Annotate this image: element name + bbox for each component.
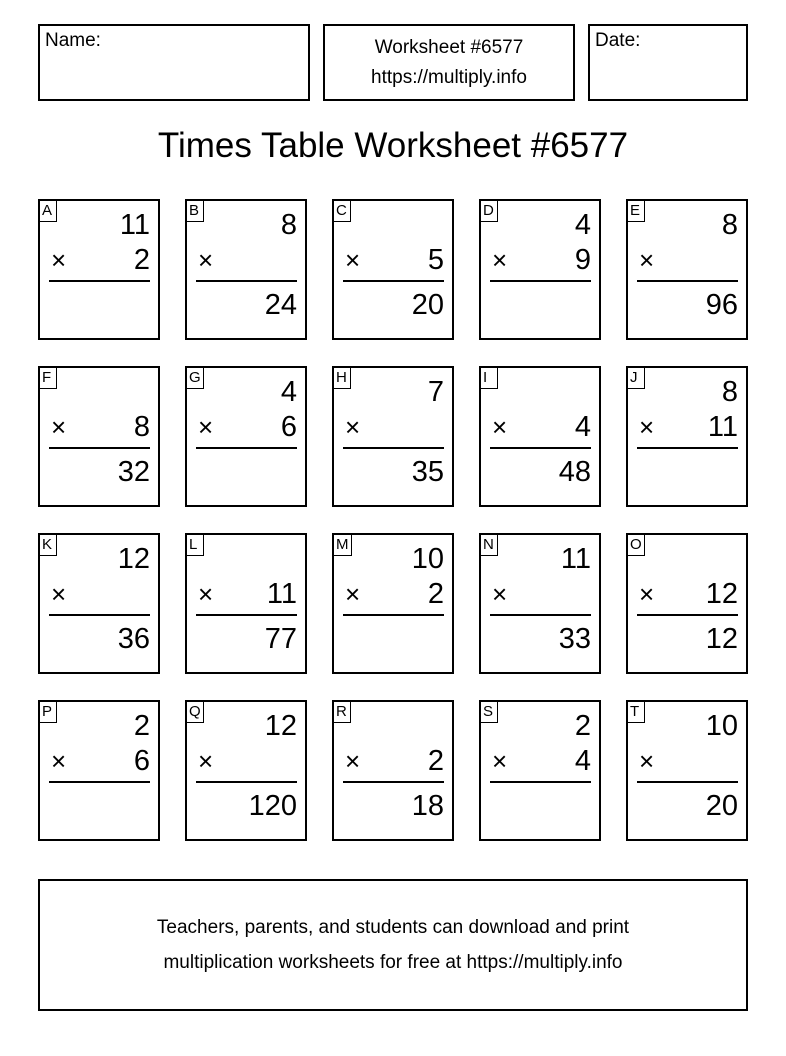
footer-line-1: Teachers, parents, and students can download and print bbox=[156, 917, 630, 938]
problem-label: P bbox=[40, 702, 57, 723]
product: 48 bbox=[558, 456, 591, 488]
problem-box-p bbox=[38, 700, 160, 841]
product: 12 bbox=[705, 623, 738, 655]
product: 32 bbox=[117, 456, 150, 488]
answer-rule bbox=[343, 280, 444, 282]
product: 120 bbox=[248, 790, 297, 822]
times-symbol: × bbox=[639, 412, 655, 442]
multiplicand: 2 bbox=[133, 710, 150, 742]
multiplicand: 4 bbox=[574, 209, 591, 241]
problem-box-e bbox=[626, 199, 748, 340]
times-symbol: × bbox=[639, 579, 655, 609]
multiplier: 6 bbox=[280, 411, 297, 443]
multiplier: 4 bbox=[574, 745, 591, 777]
multiplicand: 8 bbox=[721, 376, 738, 408]
multiplier: 11 bbox=[707, 411, 738, 443]
problem-label: H bbox=[334, 368, 351, 389]
problem-label: O bbox=[628, 535, 645, 556]
multiplier: 2 bbox=[427, 578, 444, 610]
date-field-box bbox=[588, 24, 748, 101]
answer-rule bbox=[196, 280, 297, 282]
multiplicand: 4 bbox=[280, 376, 297, 408]
problem-label: R bbox=[334, 702, 351, 723]
problem-label: E bbox=[628, 201, 645, 222]
problem-label: J bbox=[628, 368, 645, 389]
date-label: Date: bbox=[595, 30, 641, 51]
answer-rule bbox=[343, 447, 444, 449]
answer-rule bbox=[49, 447, 150, 449]
problem-label: C bbox=[334, 201, 351, 222]
times-symbol: × bbox=[492, 245, 508, 275]
times-symbol: × bbox=[198, 412, 214, 442]
answer-rule bbox=[490, 614, 591, 616]
footer-line-2: multiplication worksheets for free at https://multiply.info bbox=[163, 952, 623, 973]
problem-box-f bbox=[38, 366, 160, 507]
problem-box-a bbox=[38, 199, 160, 340]
product: 24 bbox=[264, 289, 297, 321]
answer-rule bbox=[490, 280, 591, 282]
multiplicand: 8 bbox=[280, 209, 297, 241]
problem-box-l bbox=[185, 533, 307, 674]
multiplicand: 10 bbox=[411, 543, 444, 575]
times-symbol: × bbox=[51, 245, 67, 275]
answer-rule bbox=[196, 447, 297, 449]
times-symbol: × bbox=[345, 579, 361, 609]
problem-label: K bbox=[40, 535, 57, 556]
problem-label: I bbox=[481, 368, 498, 389]
problem-label: G bbox=[187, 368, 204, 389]
footer-box bbox=[38, 879, 748, 1011]
name-field-box bbox=[38, 24, 310, 101]
multiplier: 6 bbox=[133, 745, 150, 777]
answer-rule bbox=[637, 280, 738, 282]
product: 20 bbox=[705, 790, 738, 822]
times-symbol: × bbox=[198, 579, 214, 609]
problem-box-c bbox=[332, 199, 454, 340]
problem-box-h bbox=[332, 366, 454, 507]
product: 77 bbox=[264, 623, 297, 655]
answer-rule bbox=[343, 614, 444, 616]
worksheet-url: https://multiply.info bbox=[371, 67, 527, 88]
problem-box-r bbox=[332, 700, 454, 841]
page-title: Times Table Worksheet #6577 bbox=[157, 126, 629, 165]
answer-rule bbox=[490, 781, 591, 783]
problem-box-o bbox=[626, 533, 748, 674]
answer-rule bbox=[637, 614, 738, 616]
multiplicand: 8 bbox=[721, 209, 738, 241]
problem-label: N bbox=[481, 535, 498, 556]
answer-rule bbox=[637, 781, 738, 783]
problem-box-k bbox=[38, 533, 160, 674]
times-symbol: × bbox=[639, 245, 655, 275]
multiplier: 12 bbox=[705, 578, 738, 610]
times-symbol: × bbox=[492, 579, 508, 609]
times-symbol: × bbox=[345, 412, 361, 442]
problem-label: Q bbox=[187, 702, 204, 723]
problem-box-s bbox=[479, 700, 601, 841]
problem-label: A bbox=[40, 201, 57, 222]
problem-box-t bbox=[626, 700, 748, 841]
product: 35 bbox=[411, 456, 444, 488]
times-symbol: × bbox=[345, 245, 361, 275]
problem-label: F bbox=[40, 368, 57, 389]
times-symbol: × bbox=[492, 746, 508, 776]
multiplicand: 7 bbox=[427, 376, 444, 408]
times-symbol: × bbox=[51, 746, 67, 776]
multiplier: 9 bbox=[574, 244, 591, 276]
problem-box-q bbox=[185, 700, 307, 841]
multiplicand: 10 bbox=[705, 710, 738, 742]
problem-label: M bbox=[334, 535, 352, 556]
multiplicand: 12 bbox=[117, 543, 150, 575]
multiplier: 11 bbox=[266, 578, 297, 610]
times-symbol: × bbox=[345, 746, 361, 776]
times-symbol: × bbox=[51, 412, 67, 442]
product: 36 bbox=[117, 623, 150, 655]
product: 96 bbox=[705, 289, 738, 321]
problem-label: B bbox=[187, 201, 204, 222]
problem-label: T bbox=[628, 702, 645, 723]
problem-label: L bbox=[187, 535, 204, 556]
times-symbol: × bbox=[492, 412, 508, 442]
problem-box-j bbox=[626, 366, 748, 507]
answer-rule bbox=[49, 280, 150, 282]
multiplicand: 11 bbox=[119, 209, 150, 241]
product: 33 bbox=[558, 623, 591, 655]
problem-label: D bbox=[481, 201, 498, 222]
times-symbol: × bbox=[198, 746, 214, 776]
times-symbol: × bbox=[198, 245, 214, 275]
multiplier: 8 bbox=[133, 411, 150, 443]
worksheet-info-box bbox=[323, 24, 575, 101]
multiplier: 2 bbox=[427, 745, 444, 777]
problem-box-g bbox=[185, 366, 307, 507]
answer-rule bbox=[637, 447, 738, 449]
answer-rule bbox=[196, 614, 297, 616]
worksheet-number: Worksheet #6577 bbox=[374, 37, 524, 58]
multiplicand: 12 bbox=[264, 710, 297, 742]
multiplier: 5 bbox=[427, 244, 444, 276]
answer-rule bbox=[49, 781, 150, 783]
problem-box-i bbox=[479, 366, 601, 507]
problem-box-b bbox=[185, 199, 307, 340]
problem-box-d bbox=[479, 199, 601, 340]
name-label: Name: bbox=[45, 30, 101, 51]
times-symbol: × bbox=[51, 579, 67, 609]
product: 20 bbox=[411, 289, 444, 321]
problem-box-n bbox=[479, 533, 601, 674]
multiplier: 2 bbox=[133, 244, 150, 276]
answer-rule bbox=[343, 781, 444, 783]
answer-rule bbox=[196, 781, 297, 783]
times-symbol: × bbox=[639, 746, 655, 776]
problem-box-m bbox=[332, 533, 454, 674]
problem-label: S bbox=[481, 702, 498, 723]
multiplier: 4 bbox=[574, 411, 591, 443]
answer-rule bbox=[490, 447, 591, 449]
multiplicand: 11 bbox=[560, 543, 591, 575]
answer-rule bbox=[49, 614, 150, 616]
product: 18 bbox=[411, 790, 444, 822]
multiplicand: 2 bbox=[574, 710, 591, 742]
